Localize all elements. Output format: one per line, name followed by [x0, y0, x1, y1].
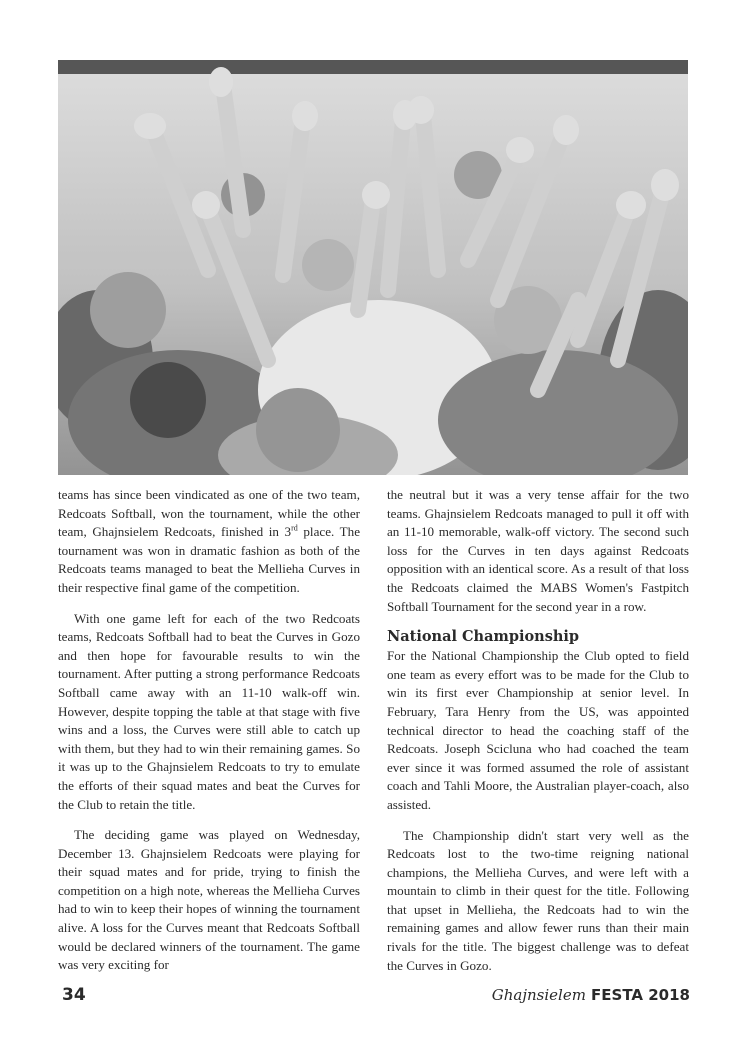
page-number: 34 — [62, 985, 86, 1005]
brand-script: Ghajnsielem — [491, 986, 586, 1004]
text-run: place. The tournament was won in dramatic fashion as both of the Redcoats teams managed to beat the Mellieha Curves in their respective final game of the competition. — [58, 524, 361, 595]
paragraph: the neutral but it was a very tense affair for the two teams. Ghajnsielem Redcoats managed to pull it off with an 11-10 memorable, walk-off victory. The second such loss for the Curves in ten days against Redcoats opposition with an identical score. As a result of that loss the Redcoats claimed the MABS Women's Fastpitch Softball Tournament for the second year in a row. — [387, 487, 689, 614]
left-text-column — [58, 486, 360, 987]
paragraph: The Championship didn't start very well as the Redcoats lost to the two-time reigning national champions, the Mellieha Curves, and were left with a mountain to climb in their quest for the title. Following that upset in Mellieha, the Redcoats had to win the remaining games and allow fewer runs than their main rivals for the title. The biggest challenge was to defeat the Curves in Gozo. — [387, 827, 689, 973]
ordinal-superscript: rd — [291, 523, 298, 533]
paragraph: The deciding game was played on Wednesday, December 13. Ghajnsielem Redcoats were playing for their squad mates and for pride, trying to finish the competition on a high note, whereas the Mellieha Curves had to win to keep their hopes of winning the tournament alive. A loss for the Curves meant that Redcoats Softball would be declared winners of the tournament. The game was very exciting for — [58, 827, 360, 973]
brand-festa: FESTA 2018 — [591, 986, 690, 1004]
footer-brand — [492, 985, 690, 1004]
right-text-column — [387, 486, 689, 987]
paragraph — [58, 486, 360, 598]
page-footer — [58, 985, 690, 1009]
text-run: teams has since been vindicated as one of the two team, Redcoats Softball, won the tournament, while the other team, Ghajnsielem Redcoats, finished in 3 — [58, 487, 360, 540]
paragraph: For the National Championship the Club opted to field one team as every effort was to be made for the Club to win its first ever Championship at senior level. In February, Tara Henry from the US, was appointed technical director to head the coaching staff of the Redcoats. Joseph Scicluna who had coached the team ever since it was formed assumed the role of assistant coach and Tahli Moore, the Australian player-coach, also assisted. — [387, 648, 689, 812]
paragraph: With one game left for each of the two Redcoats teams, Redcoats Softball had to beat the Curves in Gozo and then hope for favourable results to win the tournament. After putting a strong performance Redcoats Softball came away with an 11-10 walk-off win. However, despite topping the table at that stage with five wins and a loss, the Curves were still able to catch up with them, but they had to win their remaining games. So it was up to the Ghajnsielem Redcoats to try to emulate the efforts of their squad mates and beat the Curves for the Club to retain the title. — [58, 610, 360, 812]
section-heading: National Championship — [387, 628, 580, 646]
photo-illustration — [58, 60, 688, 475]
team-celebration-photo — [58, 60, 688, 475]
